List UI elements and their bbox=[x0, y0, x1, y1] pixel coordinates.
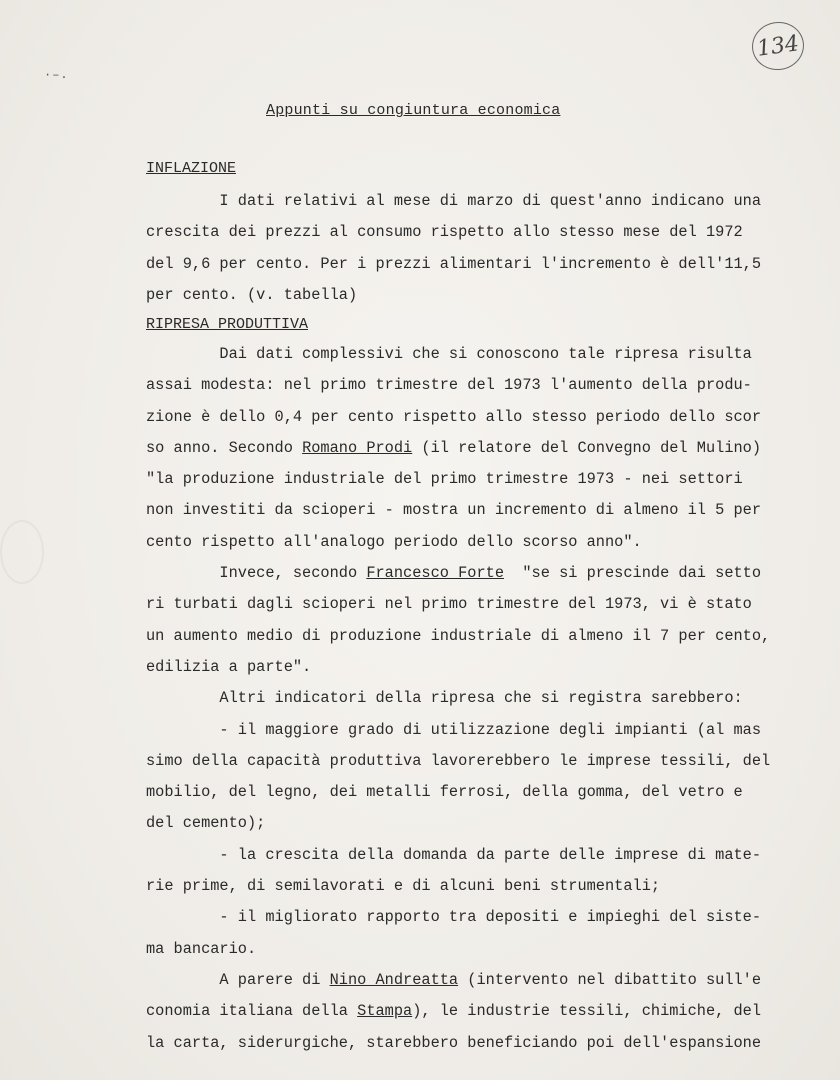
text-fragment: (il relatore del Convegno del Mulino) bbox=[412, 438, 762, 457]
text-line: non investiti da scioperi - mostra un incremento di almeno il 5 per bbox=[146, 501, 762, 520]
text-fragment: conomia italiana della bbox=[146, 1002, 358, 1021]
text-line: - la crescita della domanda da parte delle imprese di mate- bbox=[146, 845, 762, 864]
text-line: crescita dei prezzi al consumo rispetto allo stesso mese del 1972 bbox=[146, 223, 743, 242]
corner-mark: ·–. bbox=[44, 68, 69, 82]
text-line: Dai dati complessivi che si conoscono tale ripresa risulta bbox=[146, 345, 752, 363]
name-francesco-forte: Francesco Forte bbox=[366, 564, 505, 583]
text-line-forte bbox=[146, 558, 836, 589]
text-line: ma bancario. bbox=[146, 939, 257, 958]
text-fragment: ), le industrie tessili, chimiche, del bbox=[412, 1002, 762, 1021]
text-fragment: A parere di bbox=[146, 970, 330, 989]
text-line: rie prime, di semilavorati e di alcuni beni strumentali; bbox=[146, 877, 661, 896]
text-line: - il maggiore grado di utilizzazione degli impianti (al mas bbox=[146, 720, 762, 739]
heading-inflazione: INFLAZIONE bbox=[146, 160, 237, 177]
text-fragment: "se si prescinde dai setto bbox=[504, 564, 762, 583]
text-line-stampa bbox=[146, 996, 836, 1027]
text-fragment: so anno. Secondo bbox=[146, 438, 303, 457]
text-line: un aumento medio di produzione industriale di almeno il 7 per cento, bbox=[146, 626, 771, 645]
text-line: - il migliorato rapporto tra depositi e impieghi del siste- bbox=[146, 908, 762, 927]
document-title: Appunti su congiuntura economica bbox=[266, 102, 561, 119]
name-stampa: Stampa bbox=[357, 1002, 413, 1021]
text-line: del 9,6 per cento. Per i prezzi alimentari l'incremento è dell'11,5 bbox=[146, 254, 762, 273]
text-fragment: (intervento nel dibattito sull'e bbox=[458, 970, 762, 989]
name-romano-prodi: Romano Prodi bbox=[302, 438, 413, 457]
text-line: Altri indicatori della ripresa che si registra sarebbero: bbox=[146, 689, 743, 708]
text-line: simo della capacità produttiva lavorerebbero le imprese tessili, del bbox=[146, 751, 771, 770]
page-number-stamp: 134 bbox=[749, 19, 807, 74]
text-line: ri turbati dagli scioperi nel primo trimestre del 1973, vi è stato bbox=[146, 595, 752, 614]
text-fragment: Invece, secondo bbox=[146, 564, 367, 583]
text-line: la carta, siderurgiche, starebbero beneficiando poi dell'espansione bbox=[146, 1033, 762, 1052]
text-line: mobilio, del legno, dei metalli ferrosi, della gomma, del vetro e bbox=[146, 783, 743, 802]
bleed-through-mark bbox=[0, 520, 44, 584]
text-line: "la produzione industriale del primo trimestre 1973 - nei settori bbox=[146, 470, 743, 489]
name-nino-andreatta: Nino Andreatta bbox=[329, 970, 459, 989]
paragraph-inflazione bbox=[146, 186, 836, 311]
text-line: I dati relativi al mese di marzo di quest'anno indicano una bbox=[146, 192, 762, 210]
text-line: assai modesta: nel primo trimestre del 1973 l'aumento della produ- bbox=[146, 376, 752, 395]
text-line: zione è dello 0,4 per cento rispetto allo stesso periodo dello scor bbox=[146, 407, 762, 426]
text-line: del cemento); bbox=[146, 814, 266, 833]
text-line-andreatta bbox=[146, 965, 836, 996]
heading-ripresa-produttiva: RIPRESA PRODUTTIVA bbox=[146, 316, 309, 333]
text-line: per cento. (v. tabella) bbox=[146, 285, 358, 304]
text-line: edilizia a parte". bbox=[146, 657, 312, 676]
text-line: cento rispetto all'analogo periodo dello scorso anno". bbox=[146, 532, 642, 551]
text-line-prodi bbox=[146, 433, 836, 464]
paragraph-ripresa bbox=[146, 339, 836, 1059]
